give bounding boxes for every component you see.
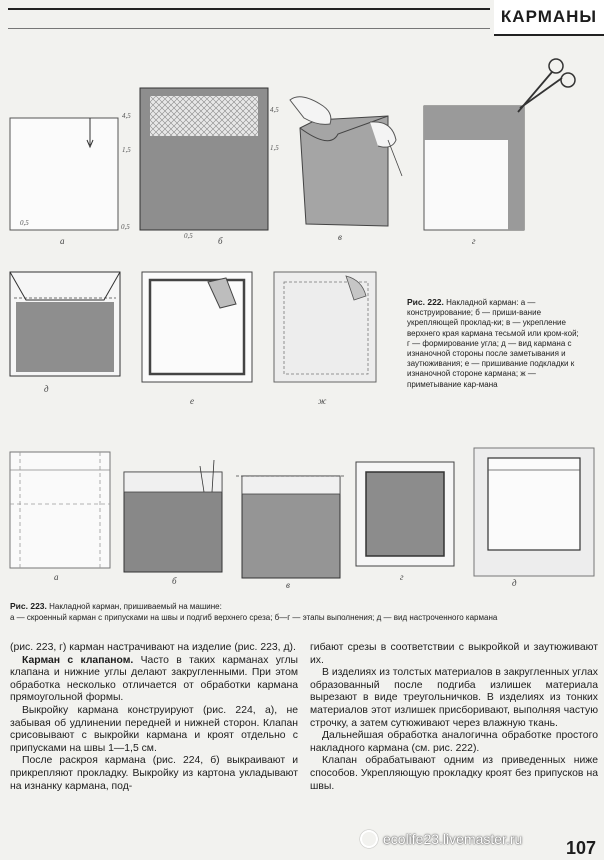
page-number: 107 xyxy=(565,838,596,858)
fig222-zh-basting xyxy=(274,272,376,406)
fig223-d-finished xyxy=(474,448,594,588)
fig222-a-pattern xyxy=(10,118,130,246)
fig222-b-dim-2: 1,5 xyxy=(122,146,131,154)
watermark-logo-icon xyxy=(360,830,378,848)
paragraph: гибают срезы в соответствии с выкройкой и заутюживают их. xyxy=(310,642,598,666)
fig222-a-dim-side: 0,5 xyxy=(121,223,130,231)
subheading: Карман с клапаном. xyxy=(22,654,134,666)
fig223-label-a: а xyxy=(54,572,59,582)
fig223-g-step xyxy=(356,462,454,582)
fig223-label-v: в xyxy=(286,580,290,590)
fig223-b-step xyxy=(124,460,222,586)
fig223-caption-name: Накладной карман, пришиваемый на машине: xyxy=(49,602,222,611)
fig222-b-dim-3: 0,5 xyxy=(184,232,193,240)
fig222-g-corner xyxy=(424,59,575,246)
figure-223-caption xyxy=(10,601,600,623)
paragraph-pocket-with-flap xyxy=(10,655,298,705)
paragraph: После раскроя кармана (рис. 224, б) выкраивают и прикрепляют прокладку. Выкройку из картона укладывают на изнанку кармана, под- xyxy=(10,755,298,792)
fig223-v-step xyxy=(236,476,346,590)
fig223-caption-title: Рис. 223. xyxy=(10,601,47,611)
fig222-b-dim-5: 1,5 xyxy=(270,144,279,152)
paragraph: (рис. 223, г) карман настрачивают на изделие (рис. 223, д). xyxy=(10,642,296,653)
fig222-b-dim-1: 4,5 xyxy=(122,112,131,120)
fig222-d-pocket xyxy=(10,272,120,394)
fig222-caption-body: а — конструирование; б — приши-вание укрепляющей проклад-ки; в — укрепление верхнего края кармана тесьмой или кром-кой; г — формирование угла; д — вид кармана с изнаночной стороны после заметывания и заутюживания; е — пришивание подкладки к изнаночной стороне кармана; ж — приметывание кар-мана xyxy=(407,298,579,389)
scissors-icon xyxy=(518,59,575,112)
fig222-caption-name: Накладной карман: xyxy=(446,298,519,307)
fig223-label-b: б xyxy=(172,576,177,586)
watermark xyxy=(360,830,522,848)
watermark-text: ecolife23.livemaster.ru xyxy=(383,831,523,847)
paragraph-text: Часто в таких карманах углы клапана и нижние углы делают закругленными. При этом обработка несколько отличается от обработки кармана прямоугольной формы. xyxy=(10,654,298,704)
fig223-label-d: д xyxy=(512,578,517,588)
fig222-b-dim-4: 4,5 xyxy=(270,106,279,114)
fig222-a-dim-bottom: 0,5 xyxy=(20,219,29,227)
section-title: КАРМАНЫ xyxy=(494,0,604,36)
body-column-right xyxy=(310,642,598,793)
figure-222-caption xyxy=(407,297,579,390)
paragraph: Дальнейшая обработка аналогична обработке простого накладного кармана (см. рис. 222). xyxy=(310,730,598,754)
fig222-caption-title: Рис. 222. xyxy=(407,297,444,307)
fig222-label-v: в xyxy=(338,232,342,242)
fig223-label-g: г xyxy=(400,572,404,582)
fig222-label-b: б xyxy=(218,236,223,246)
fig222-label-g: г xyxy=(472,236,476,246)
body-column-left xyxy=(10,642,298,793)
fig222-e-lining xyxy=(142,272,252,406)
paragraph: Клапан обрабатывают одним из приведенных ниже способов. Укрепляющую прокладку кроят без припусков на швы. xyxy=(310,755,598,792)
fig222-label-a: а xyxy=(60,236,65,246)
fig223-caption-body: а — скроенный карман с припусками на швы и подгиб верхнего среза; б—г — этапы выполнения; д — вид настроченного кармана xyxy=(10,613,498,622)
fig222-label-e: е xyxy=(190,396,194,406)
fig222-b-interfacing xyxy=(122,88,279,246)
fig222-v-tape xyxy=(290,97,402,242)
fig222-label-d: д xyxy=(44,384,49,394)
paragraph: В изделиях из толстых материалов в закругленных углах образованный после подгиба излишек материала вырезают в виде треугольничков. В изделиях из тонких материалов этот излишек присборивают, выполняя частую строчку, а затем сутюживают через влажную ткань. xyxy=(310,667,598,729)
paragraph: Выкройку кармана конструируют (рис. 224, а), не забывая об удлинении передней и нижней сторон. Клапан срисовывают с выкройки кармана и кроят отдельно с припусками на швы 1—1,5 см. xyxy=(10,704,298,754)
fig222-label-zh: ж xyxy=(318,396,327,406)
fig223-a-cut xyxy=(10,452,110,582)
